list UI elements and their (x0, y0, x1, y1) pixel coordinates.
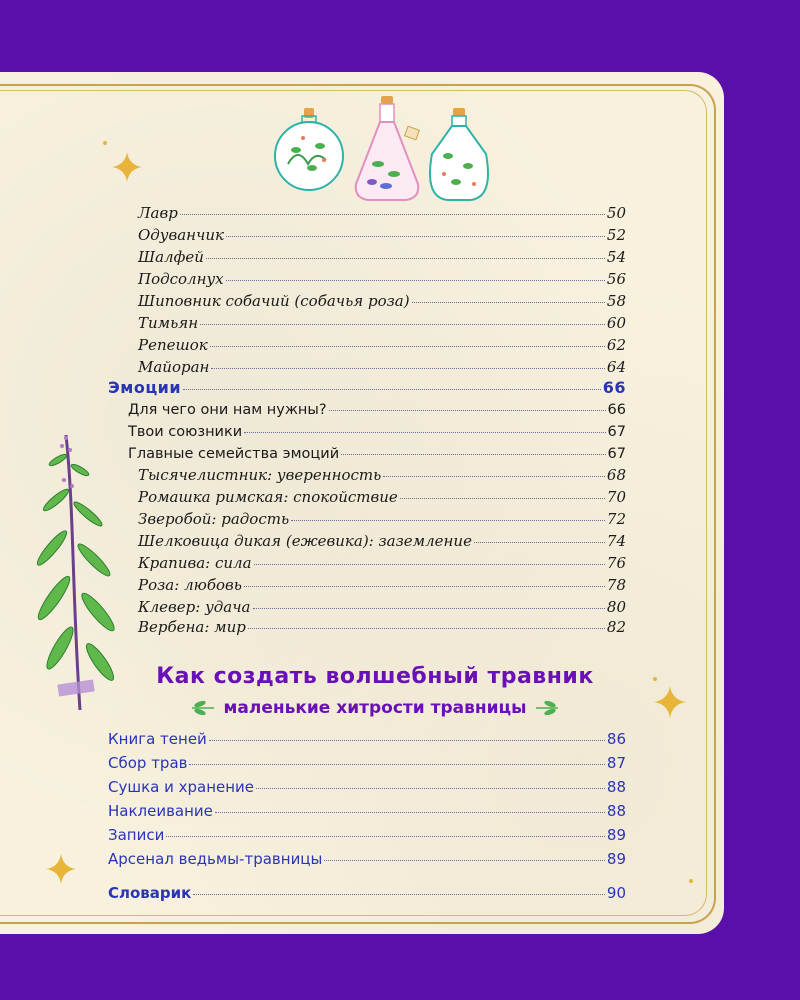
toc-entry[interactable] (138, 532, 626, 550)
toc-entry[interactable] (138, 292, 626, 310)
toc-entry-page: 86 (606, 730, 626, 748)
toc-entry-page: 82 (606, 618, 626, 636)
leader-dots (206, 258, 605, 259)
leader-dots (183, 389, 601, 390)
toc-entry-title: Главные семейства эмоций (128, 446, 340, 462)
leader-dots (324, 860, 605, 861)
herb-sprig-icon (22, 430, 122, 720)
toc-entry-title: Наклеивание (108, 802, 213, 820)
leader-dots (189, 764, 604, 765)
leader-dots (193, 894, 605, 895)
leader-dots (209, 740, 605, 741)
toc-entry-title: Клевер: удача (138, 598, 251, 616)
toc-entry[interactable] (138, 270, 626, 288)
leaf-icon (190, 700, 216, 716)
toc-entry[interactable] (108, 850, 626, 868)
potion-bottles-illustration (268, 94, 508, 206)
toc-entry-title: Твои союзники (128, 424, 243, 440)
toc-entry-title: Вербена: мир (138, 618, 246, 636)
toc-entry-title: Словарик (108, 884, 192, 902)
leader-dots (200, 324, 605, 325)
toc-entry-title: Шиповник собачий (собачья роза) (138, 292, 410, 310)
toc-entry[interactable] (138, 336, 626, 354)
section-title-text: Как создать волшебный травник (156, 664, 594, 689)
toc-entry-title: Арсенал ведьмы-травницы (108, 850, 323, 868)
leader-dots (166, 836, 605, 837)
leader-dots (248, 628, 605, 629)
toc-entry[interactable] (138, 554, 626, 572)
toc-entry-page: 67 (607, 446, 626, 462)
sparkle-icon (688, 878, 694, 884)
sparkle-icon (654, 686, 686, 718)
toc-entry-title: Шелковица дикая (ежевика): заземление (138, 532, 472, 550)
toc-entry-title: Репешок (138, 336, 208, 354)
leader-dots (210, 346, 605, 347)
leader-dots (412, 302, 605, 303)
toc-entry-page: 88 (606, 802, 626, 820)
toc-entry-title: Подсолнух (138, 270, 224, 288)
toc-entry-page: 54 (606, 248, 626, 266)
potion-bottle-icon (275, 108, 343, 190)
toc-entry-title: Эмоции (108, 378, 182, 397)
sparkle-icon (652, 676, 658, 682)
section-subtitle (130, 698, 620, 721)
toc-entry[interactable] (108, 778, 626, 796)
toc-entry[interactable] (108, 802, 626, 820)
toc-entry[interactable] (138, 510, 626, 528)
toc-entry-title: Роза: любовь (138, 576, 242, 594)
toc-entry-page: 56 (606, 270, 626, 288)
toc-entry-page: 90 (606, 884, 626, 902)
toc-entry-title: Крапива: сила (138, 554, 252, 572)
toc-entry-page: 74 (606, 532, 626, 550)
leader-dots (180, 214, 605, 215)
toc-entry[interactable] (138, 598, 626, 616)
toc-entry[interactable] (138, 488, 626, 506)
toc-entry-page: 62 (606, 336, 626, 354)
toc-entry[interactable] (108, 826, 626, 844)
toc-entry-page: 80 (606, 598, 626, 616)
toc-entry-title: Сбор трав (108, 754, 188, 772)
toc-entry-page: 60 (606, 314, 626, 332)
toc-entry-title: Для чего они нам нужны? (128, 402, 327, 418)
toc-entry-title: Записи (108, 826, 165, 844)
toc-entry-page: 89 (606, 826, 626, 844)
leader-dots (383, 476, 605, 477)
leader-dots (244, 432, 605, 433)
leader-dots (226, 236, 605, 237)
toc-entry[interactable] (138, 314, 626, 332)
leader-dots (253, 608, 605, 609)
toc-entry-title: Ромашка римская: спокойствие (138, 488, 398, 506)
toc-entry[interactable] (138, 226, 626, 244)
potion-bottle-icon (430, 108, 488, 200)
section-subtitle-text: маленькие хитрости травницы (223, 698, 527, 718)
sparkle-icon (102, 140, 108, 146)
leader-dots (474, 542, 605, 543)
leader-dots (291, 520, 605, 521)
toc-entry-title: Тысячелистник: уверенность (138, 466, 382, 484)
toc-entry[interactable] (108, 730, 626, 748)
toc-chapter-emotions[interactable] (108, 378, 626, 397)
toc-entry-page: 50 (606, 204, 626, 222)
toc-entry-page: 76 (606, 554, 626, 572)
section-title (130, 664, 620, 689)
leader-dots (244, 586, 605, 587)
toc-entry[interactable] (138, 358, 626, 376)
toc-entry-page: 67 (607, 424, 626, 440)
toc-entry[interactable] (138, 576, 626, 594)
toc-entry[interactable] (138, 466, 626, 484)
toc-entry-page: 70 (606, 488, 626, 506)
leader-dots (400, 498, 605, 499)
potion-bottle-icon (356, 96, 420, 200)
leader-dots (226, 280, 605, 281)
toc-entry-page: 78 (606, 576, 626, 594)
leader-dots (329, 410, 606, 411)
leader-dots (211, 368, 604, 369)
toc-entry-title: Тимьян (138, 314, 199, 332)
toc-entry-page: 88 (606, 778, 626, 796)
leader-dots (215, 812, 605, 813)
toc-entry-page: 66 (602, 378, 626, 397)
toc-entry-title: Одуванчик (138, 226, 225, 244)
toc-entry-page: 87 (606, 754, 626, 772)
toc-entry-title: Майоран (138, 358, 210, 376)
toc-entry-page: 72 (606, 510, 626, 528)
toc-entry-title: Сушка и хранение (108, 778, 255, 796)
toc-entry-page: 52 (606, 226, 626, 244)
toc-entry-glossary[interactable] (108, 884, 626, 902)
toc-entry-title: Книга теней (108, 730, 207, 748)
toc-entry[interactable] (138, 248, 626, 266)
leader-dots (256, 788, 605, 789)
toc-entry-page: 66 (607, 402, 626, 418)
leader-dots (254, 564, 605, 565)
toc-entry[interactable] (108, 754, 626, 772)
toc-entry[interactable] (138, 204, 626, 222)
toc-entry[interactable] (128, 446, 626, 462)
toc-entry-title: Шалфей (138, 248, 204, 266)
sparkle-icon (112, 152, 142, 182)
leaf-icon (534, 700, 560, 716)
sparkle-icon (46, 854, 76, 884)
toc-entry-page: 58 (606, 292, 626, 310)
toc-entry-title: Зверобой: радость (138, 510, 290, 528)
toc-entry-title: Лавр (138, 204, 178, 222)
toc-entry-page: 64 (606, 358, 626, 376)
leader-dots (341, 454, 605, 455)
toc-entry[interactable] (138, 618, 626, 636)
toc-entry[interactable] (128, 402, 626, 418)
toc-entry-page: 68 (606, 466, 626, 484)
toc-entry[interactable] (128, 424, 626, 440)
toc-entry-page: 89 (606, 850, 626, 868)
